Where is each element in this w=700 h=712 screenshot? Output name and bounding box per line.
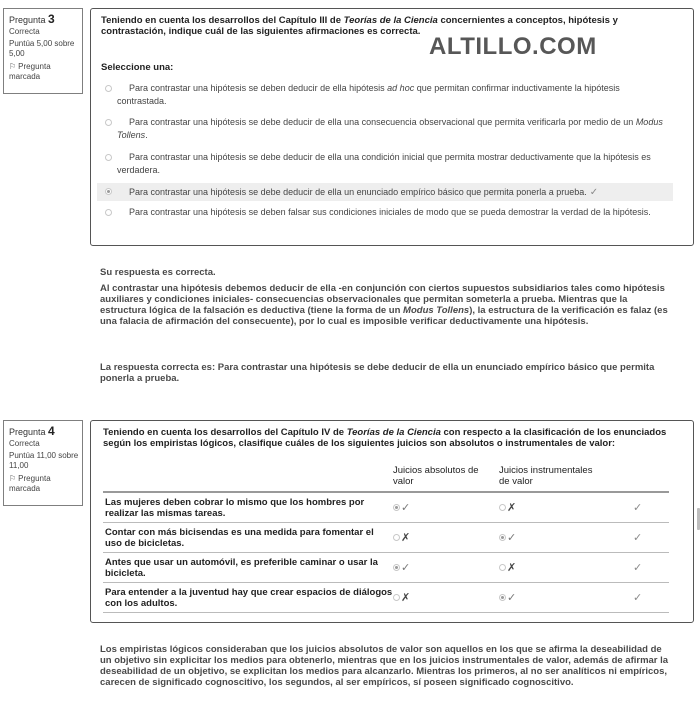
option-text: Para contrastar una hipótesis se debe deducir de ella una consecuencia observacional que permita verificarla por medio de un Modus Tollens. xyxy=(117,117,663,140)
check-icon: ✓ xyxy=(633,532,643,544)
row-label: Las mujeres deben cobrar lo mismo que los hombres por realizar las mismas tareas. xyxy=(103,492,393,523)
flag-question-toggle[interactable] xyxy=(9,474,82,494)
feedback-text: Al contrastar una hipótesis debemos deducir de ella -en conjunción con ciertos supuestos subsidiarios tales como hipótesis auxiliares y condiciones iniciales- consecuencias observacionales que permitan someterla a prueba. Mientras que la estructura lógica de la falsación es deductiva (tiene la forma de un xyxy=(100,283,665,316)
radio-button-selected[interactable] xyxy=(499,534,506,541)
matrix-cell xyxy=(499,583,603,613)
question-number-value: 3 xyxy=(48,12,55,26)
question-text-part: Teniendo en cuenta los desarrollos del Capítulo IV de xyxy=(103,427,347,438)
cross-icon: ✗ xyxy=(507,502,517,514)
answer-option[interactable] xyxy=(101,82,671,108)
watermark: ALTILLO.COM xyxy=(429,33,597,60)
matrix-choice[interactable] xyxy=(499,531,516,544)
flag-icon: ⚐ xyxy=(9,62,17,71)
option-text: Para contrastar una hipótesis se deben deducir de ella hipótesis ad hoc que permitan confirmar inductivamente la hipótesis contrastada. xyxy=(117,83,620,106)
feedback-term: Modus Tollens xyxy=(403,305,470,316)
radio-button[interactable] xyxy=(393,594,400,601)
question-text xyxy=(103,427,683,449)
row-status xyxy=(603,553,669,583)
check-icon: ✓ xyxy=(401,562,411,574)
flag-label: Pregunta marcada xyxy=(9,474,51,493)
matrix-cell xyxy=(393,583,499,613)
matrix-choice[interactable] xyxy=(499,591,516,604)
column-header-status xyxy=(603,465,669,492)
radio-button[interactable] xyxy=(393,534,400,541)
row-label: Antes que usar un automóvil, es preferible caminar o usar la bicicleta. xyxy=(103,553,393,583)
question-text-part: concernientes a conceptos, hipótesis y contrastación, indique cuál de las siguientes afirmaciones es correcta. xyxy=(101,15,618,37)
matrix-cell xyxy=(499,523,603,553)
check-icon: ✓ xyxy=(507,532,517,544)
column-header: Juicios instrumentales de valor xyxy=(499,465,593,487)
matrix-header-row xyxy=(103,465,669,492)
matrix-row xyxy=(103,553,669,583)
question-number-value: 4 xyxy=(48,424,55,438)
matrix-cell xyxy=(393,492,499,523)
cross-icon: ✗ xyxy=(401,592,411,604)
matrix-choice[interactable] xyxy=(393,561,410,574)
radio-button-selected[interactable] xyxy=(105,188,112,195)
matrix-table xyxy=(103,465,669,613)
matrix-body xyxy=(103,492,669,613)
matrix-cell xyxy=(499,553,603,583)
radio-button-selected[interactable] xyxy=(393,504,400,511)
matrix-cell xyxy=(499,492,603,523)
check-icon: ✓ xyxy=(633,502,643,514)
row-status xyxy=(603,583,669,613)
cross-icon: ✗ xyxy=(507,562,517,574)
question-box-3 xyxy=(90,8,694,246)
answer-option[interactable] xyxy=(101,206,671,219)
column-header: Juicios absolutos de valor xyxy=(393,465,479,487)
option-text: Para contrastar una hipótesis se deben falsar sus condiciones iniciales de modo que se pueda demostrar la verdad de la hipótesis. xyxy=(129,207,651,217)
matrix-cell xyxy=(393,523,499,553)
check-icon: ✓ xyxy=(507,592,517,604)
question-number xyxy=(9,426,82,437)
question-number xyxy=(9,14,82,25)
row-status xyxy=(603,523,669,553)
matrix-choice[interactable] xyxy=(393,501,410,514)
answer-option[interactable] xyxy=(101,151,671,177)
check-icon: ✓ xyxy=(589,187,599,198)
radio-button[interactable] xyxy=(499,504,506,511)
general-feedback: Los empiristas lógicos consideraban que los juicios absolutos de valor son aquellos en los que se afirma la deseabilidad de un objetivo sin explicitar los medios para obtenerlo, mientras que en los juicios instrumentales de valor, además de afirmar la deseabilidad de un objetivo, se explicitan los medios para alcanzarlo. Mientras los primeros, al no ser analíticos ni empíricos, carecen de significado cognoscitivo, los segundos, al ser empíricos, sí poseen significado cognoscitivo. xyxy=(100,644,669,688)
question-label: Pregunta xyxy=(9,15,46,25)
matrix-row xyxy=(103,523,669,553)
question-info-4 xyxy=(3,420,83,506)
question-text-part: Teniendo en cuenta los desarrollos del Capítulo III de xyxy=(101,15,344,26)
flag-label: Pregunta marcada xyxy=(9,62,51,81)
answer-prompt: Seleccione una: xyxy=(101,62,174,73)
question-status: Correcta xyxy=(9,27,40,36)
radio-button[interactable] xyxy=(105,209,112,216)
question-status: Correcta xyxy=(9,439,40,448)
question-box-4 xyxy=(90,420,694,623)
flag-icon: ⚐ xyxy=(9,474,17,483)
row-status xyxy=(603,492,669,523)
feedback-text: ), la estructura de la verificación es falaz (es una falacia de afirmación del consecuente), por lo cual es imposible verificar deductivamente una hipótesis. xyxy=(100,305,668,327)
question-score: Puntúa 5,00 sobre 5,00 xyxy=(9,39,75,58)
radio-button[interactable] xyxy=(499,564,506,571)
option-text: Para contrastar una hipótesis se debe deducir de ella un enunciado empírico básico que permita ponerla a prueba. ✓ xyxy=(129,187,599,198)
answer-option-selected[interactable] xyxy=(97,183,673,201)
cross-icon: ✗ xyxy=(401,532,411,544)
option-text: Para contrastar una hipótesis se debe deducir de ella una condición inicial que permita mostrar deductivamente que la hipótesis es verdadera. xyxy=(117,152,651,175)
radio-button[interactable] xyxy=(105,85,112,92)
row-label: Para entender a la juventud hay que crear espacios de diálogos con los adultos. xyxy=(103,583,393,613)
matrix-choice[interactable] xyxy=(499,501,516,514)
check-icon: ✓ xyxy=(633,592,643,604)
row-label: Contar con más bicisendas es una medida para fomentar el uso de bicicletas. xyxy=(103,523,393,553)
matrix-corner xyxy=(103,465,393,492)
radio-button-selected[interactable] xyxy=(393,564,400,571)
flag-question-toggle[interactable] xyxy=(9,62,82,82)
radio-button[interactable] xyxy=(105,119,112,126)
matrix-cell xyxy=(393,553,499,583)
matrix-choice[interactable] xyxy=(393,591,410,604)
question-info-3 xyxy=(3,8,83,94)
question-text-part: con respecto a la clasificación de los enunciados según los empiristas lógicos, clasifique cuáles de los siguientes juicios son absolutos o instrumentales de valor: xyxy=(103,427,667,449)
answer-option[interactable] xyxy=(101,116,671,142)
matrix-choice[interactable] xyxy=(499,561,516,574)
feedback-title: Su respuesta es correcta. xyxy=(100,267,216,278)
matrix-row xyxy=(103,583,669,613)
correct-answer: La respuesta correcta es: Para contrastar una hipótesis se debe deducir de ella un enunciado empírico básico que permita ponerla a prueba. xyxy=(100,362,655,384)
book-title: Teorías de la Ciencia xyxy=(343,15,438,26)
radio-button-selected[interactable] xyxy=(499,594,506,601)
matrix-choice[interactable] xyxy=(393,531,410,544)
question-label: Pregunta xyxy=(9,427,46,437)
matrix-row xyxy=(103,492,669,523)
radio-button[interactable] xyxy=(105,154,112,161)
question-score: Puntúa 11,00 sobre 11,00 xyxy=(9,451,79,470)
check-icon: ✓ xyxy=(401,502,411,514)
general-feedback xyxy=(100,283,674,327)
check-icon: ✓ xyxy=(633,562,643,574)
book-title: Teorías de la Ciencia xyxy=(346,427,441,438)
